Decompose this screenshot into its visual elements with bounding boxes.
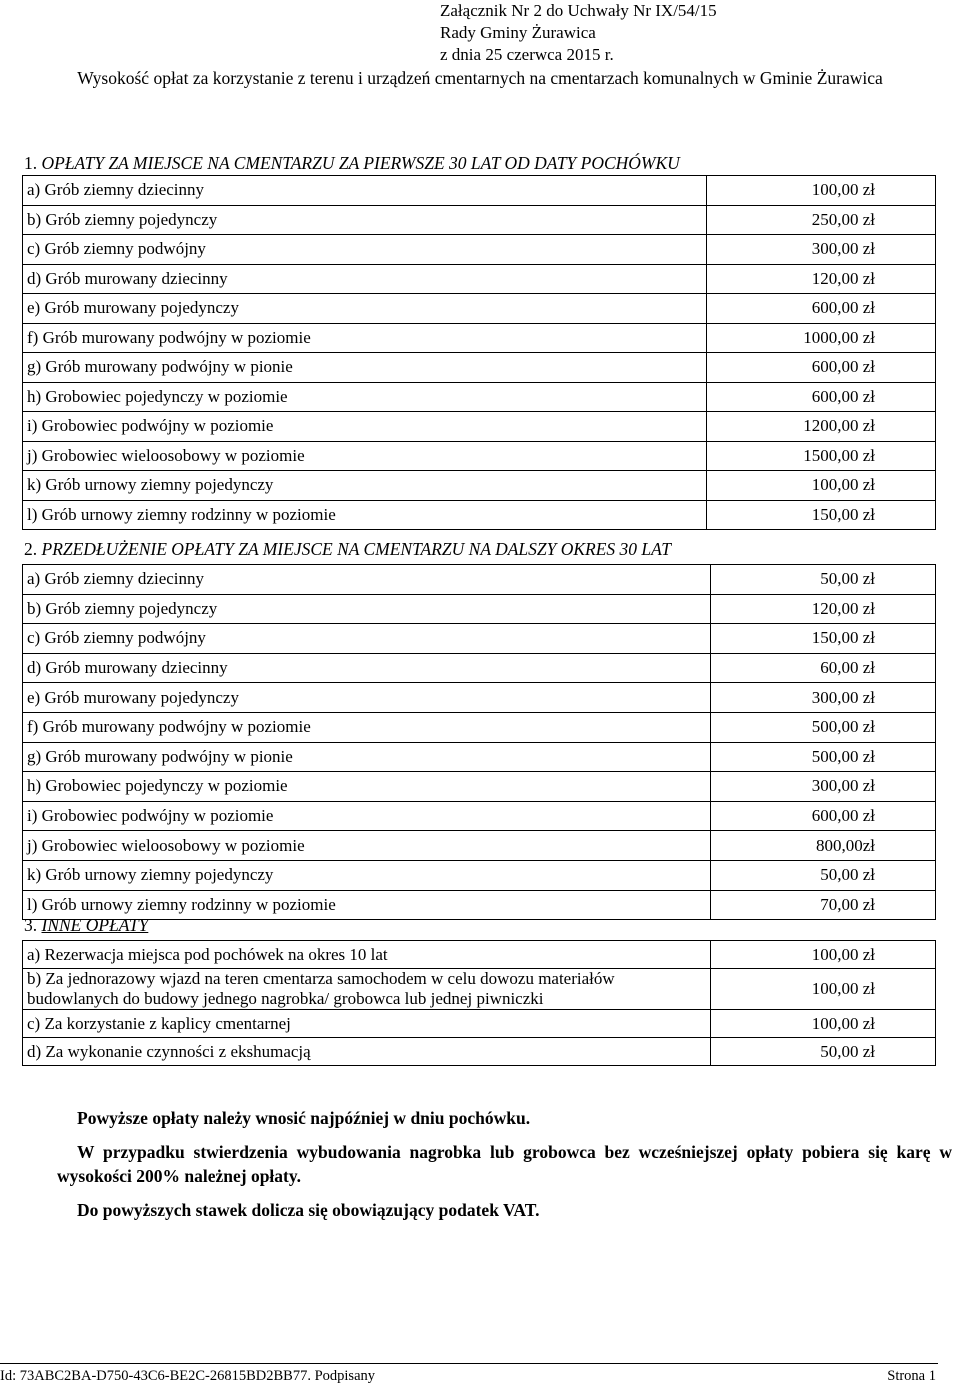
fee-amount: 70,00 zł <box>711 890 936 920</box>
fee-label: j) Grobowiec wieloosobowy w poziomie <box>23 441 707 471</box>
fee-label: c) Grób ziemny podwójny <box>23 624 711 654</box>
fee-label: f) Grób murowany podwójny w poziomie <box>23 712 711 742</box>
fee-label: c) Za korzystanie z kaplicy cmentarnej <box>23 1010 711 1038</box>
fee-amount: 300,00 zł <box>707 235 936 265</box>
fee-amount: 120,00 zł <box>711 594 936 624</box>
fee-amount: 600,00 zł <box>711 801 936 831</box>
fee-label: a) Rezerwacja miejsca pod pochówek na okres 10 lat <box>23 941 711 969</box>
fee-label: d) Grób murowany dziecinny <box>23 264 707 294</box>
fee-row <box>23 624 936 654</box>
page-number: Strona 1 <box>887 1368 936 1384</box>
fee-row <box>23 441 936 471</box>
fee-amount: 60,00 zł <box>711 653 936 683</box>
fee-label: a) Grób ziemny dziecinny <box>23 176 707 206</box>
note-vat: Do powyższych stawek dolicza się obowiązujący podatek VAT. <box>77 1200 540 1220</box>
fee-label: h) Grobowiec pojedynczy w poziomie <box>23 382 707 412</box>
fee-row <box>23 941 936 969</box>
fees-table-2 <box>22 564 936 920</box>
fee-amount: 1000,00 zł <box>707 323 936 353</box>
fee-row <box>23 683 936 713</box>
fee-label: e) Grób murowany pojedynczy <box>23 683 711 713</box>
section-title: OPŁATY ZA MIEJSCE NA CMENTARZU ZA PIERWSZE 30 LAT OD DATY POCHÓWKU <box>41 153 680 173</box>
fee-label: d) Za wykonanie czynności z ekshumacją <box>23 1038 711 1066</box>
fee-label: f) Grób murowany podwójny w poziomie <box>23 323 707 353</box>
fee-label: h) Grobowiec pojedynczy w poziomie <box>23 772 711 802</box>
fee-label: l) Grób urnowy ziemny rodzinny w poziomie <box>23 890 711 920</box>
date-line: z dnia 25 czerwca 2015 r. <box>440 45 614 64</box>
fee-label: b) Grób ziemny pojedynczy <box>23 205 707 235</box>
fee-row <box>23 471 936 501</box>
fee-label: a) Grób ziemny dziecinny <box>23 565 711 595</box>
fee-amount: 600,00 zł <box>707 294 936 324</box>
fee-label: g) Grób murowany podwójny w pionie <box>23 353 707 383</box>
notes <box>57 1106 952 1232</box>
section-title: INNE OPŁATY <box>41 915 149 935</box>
fee-row <box>23 653 936 683</box>
fee-amount: 150,00 zł <box>707 500 936 530</box>
section-title: PRZEDŁUŻENIE OPŁATY ZA MIEJSCE NA CMENTARZU NA DALSZY OKRES 30 LAT <box>41 539 671 559</box>
section-2-heading <box>24 538 671 560</box>
fee-label: g) Grób murowany podwójny w pionie <box>23 742 711 772</box>
fee-row <box>23 742 936 772</box>
fee-label: b) Za jednorazowy wjazd na teren cmentarza samochodem w celu dowozu materiałów budowlanych do budowy jednego nagrobka/ grobowca lub jednej piwniczki <box>23 969 711 1010</box>
document-id: Id: 73ABC2BA-D750-43C6-BE2C-26815BD2BB77. Podpisany <box>0 1368 376 1384</box>
fee-amount: 1200,00 zł <box>707 412 936 442</box>
fee-amount: 100,00 zł <box>707 471 936 501</box>
fee-amount: 600,00 zł <box>707 353 936 383</box>
attachment-line: Załącznik Nr 2 do Uchwały Nr IX/54/15 <box>440 1 717 20</box>
fee-amount: 300,00 zł <box>711 683 936 713</box>
fee-row <box>23 235 936 265</box>
fee-row <box>23 565 936 595</box>
fee-amount: 150,00 zł <box>711 624 936 654</box>
fee-row <box>23 353 936 383</box>
fee-row <box>23 382 936 412</box>
council-line: Rady Gminy Żurawica <box>440 23 596 42</box>
fee-row <box>23 323 936 353</box>
fee-row <box>23 264 936 294</box>
fee-label: c) Grób ziemny podwójny <box>23 235 707 265</box>
fee-label: k) Grób urnowy ziemny pojedynczy <box>23 860 711 890</box>
fee-row <box>23 412 936 442</box>
fee-row <box>23 890 936 920</box>
fee-label: e) Grób murowany pojedynczy <box>23 294 707 324</box>
fee-row <box>23 831 936 861</box>
fee-label: b) Grób ziemny pojedynczy <box>23 594 711 624</box>
document-header <box>440 0 717 66</box>
fee-row <box>23 176 936 206</box>
note-payment-deadline: Powyższe opłaty należy wnosić najpóźniej w dniu pochówku. <box>77 1108 531 1128</box>
fee-amount: 50,00 zł <box>711 860 936 890</box>
fee-label: d) Grób murowany dziecinny <box>23 653 711 683</box>
fee-amount: 800,00zł <box>711 831 936 861</box>
fee-amount: 100,00 zł <box>707 176 936 206</box>
fee-amount: 100,00 zł <box>711 1010 936 1038</box>
note-penalty: W przypadku stwierdzenia wybudowania nagrobka lub grobowca bez wcześniejszej opłaty pobiera się karę w wysokości 200% należnej opłaty. <box>57 1142 952 1186</box>
fee-row <box>23 294 936 324</box>
fee-row <box>23 860 936 890</box>
fee-amount: 120,00 zł <box>707 264 936 294</box>
fee-row <box>23 772 936 802</box>
fee-row <box>23 801 936 831</box>
fee-label: i) Grobowiec podwójny w poziomie <box>23 801 711 831</box>
fee-amount: 600,00 zł <box>707 382 936 412</box>
fee-amount: 250,00 zł <box>707 205 936 235</box>
fee-amount: 300,00 zł <box>711 772 936 802</box>
fee-amount: 1500,00 zł <box>707 441 936 471</box>
section-number: 2. <box>24 539 38 559</box>
fee-row <box>23 205 936 235</box>
fee-row <box>23 969 936 1010</box>
section-number: 1. <box>24 153 38 173</box>
page-footer <box>0 1363 938 1385</box>
fee-row <box>23 1038 936 1066</box>
fee-label: j) Grobowiec wieloosobowy w poziomie <box>23 831 711 861</box>
fee-label: k) Grób urnowy ziemny pojedynczy <box>23 471 707 501</box>
fees-table-3 <box>22 940 936 1066</box>
fee-amount: 100,00 zł <box>711 969 936 1010</box>
fees-table-1 <box>22 175 936 530</box>
fee-row <box>23 500 936 530</box>
fee-amount: 100,00 zł <box>711 941 936 969</box>
fee-row <box>23 712 936 742</box>
fee-amount: 50,00 zł <box>711 1038 936 1066</box>
fee-row <box>23 594 936 624</box>
fee-amount: 50,00 zł <box>711 565 936 595</box>
section-3-heading <box>24 914 148 936</box>
fee-label: l) Grób urnowy ziemny rodzinny w poziomie <box>23 500 707 530</box>
fee-label: i) Grobowiec podwójny w poziomie <box>23 412 707 442</box>
fee-amount: 500,00 zł <box>711 712 936 742</box>
fee-amount: 500,00 zł <box>711 742 936 772</box>
section-number: 3. <box>24 915 38 935</box>
document-title: Wysokość opłat za korzystanie z terenu i urządzeń cmentarnych na cmentarzach komunalnych w Gminie Żurawica <box>77 68 883 88</box>
section-1-heading <box>24 152 680 174</box>
fee-row <box>23 1010 936 1038</box>
